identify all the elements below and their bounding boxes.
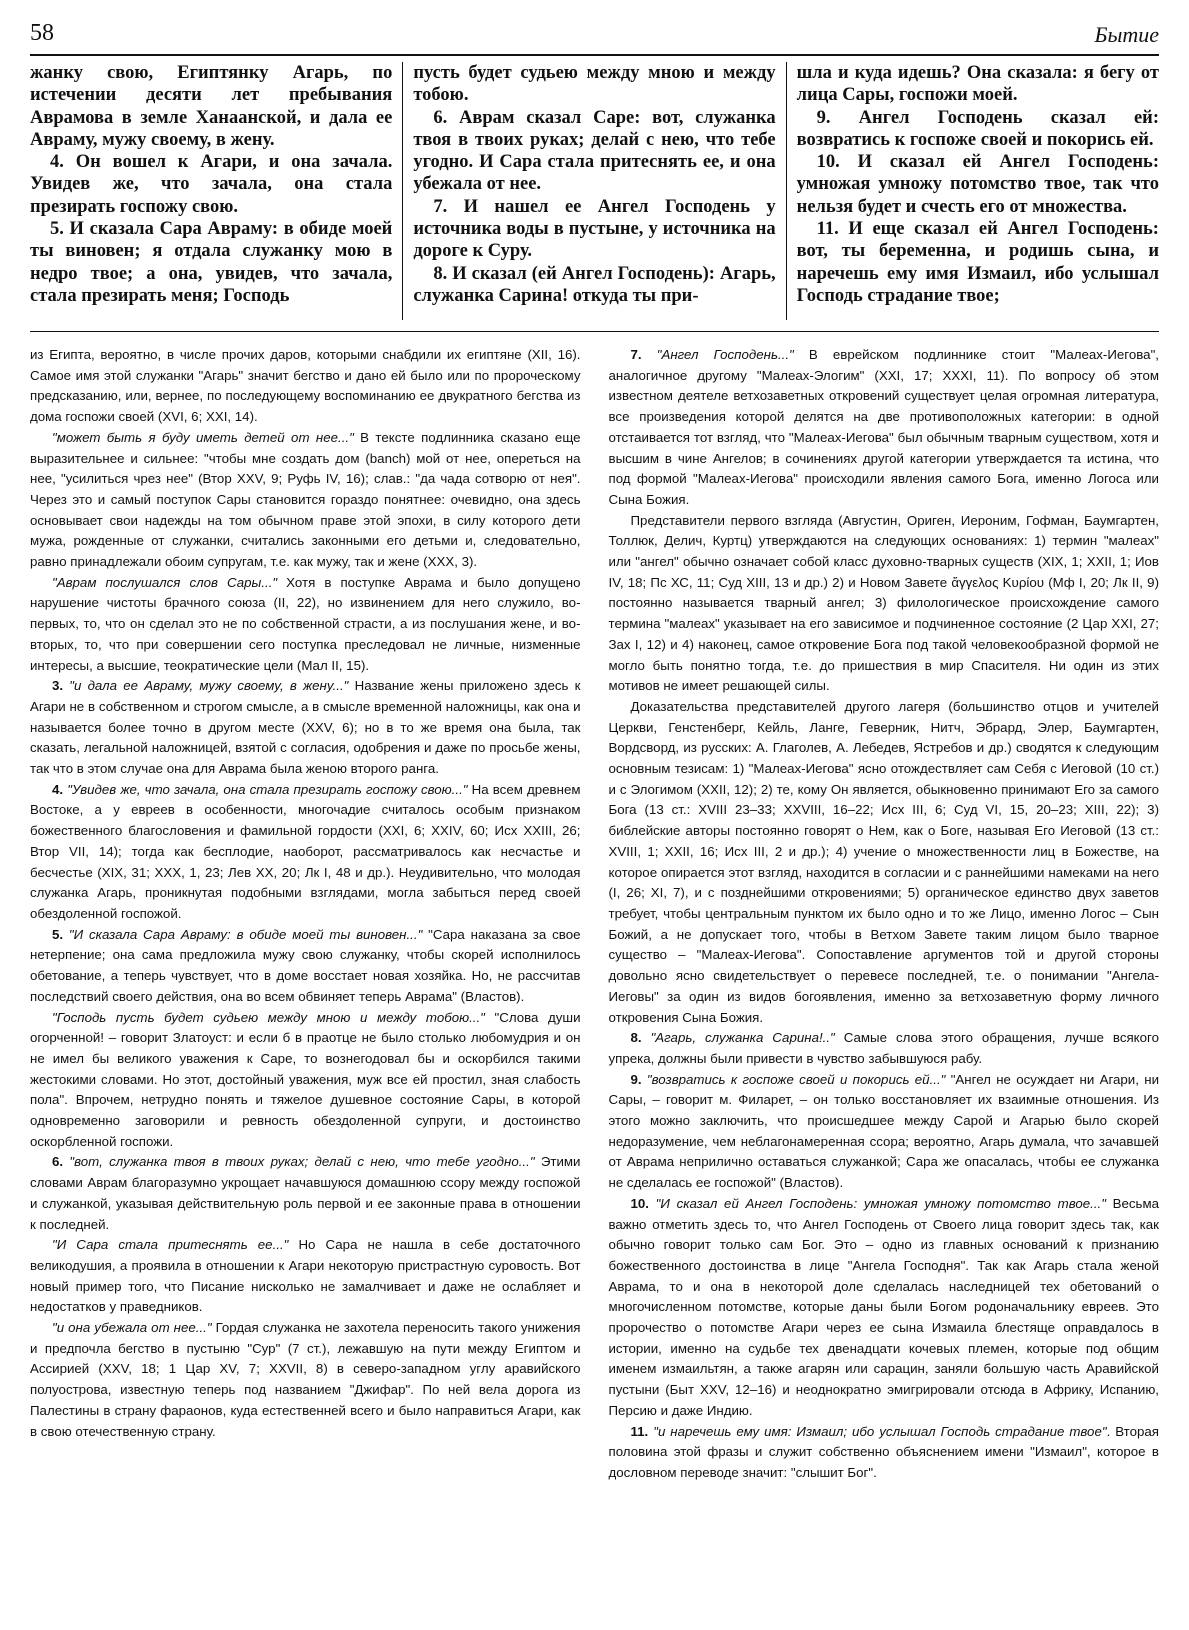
verse-paragraph: 4. Он вошел к Агари, и она зачала. Увидев же, что зачала, она стала презирать госпожу свою. — [30, 152, 393, 217]
verse-number: 9. — [630, 1071, 642, 1087]
commentary — [30, 345, 1159, 1612]
paragraph-text: Название жены приложено здесь к Агари не в собственном и строгом смысле, а в смысле временной наложницы, как она и называется более точно в другом месте (XXV, 6); но в то же время она была, так сказать, легальной наложницей, взятой с согласия, одобрения и даже по просьбе жены, так что в этом случае она для Аврама была женою второго ранга. — [30, 678, 581, 777]
scripture-column-1 — [30, 62, 402, 320]
cited-phrase: "И Сара стала притеснять ее..." — [52, 1237, 289, 1253]
verse-paragraph: жанку свою, Египтянку Агарь, по истечении десяти лет пребывания Аврамова в земле Ханаанской, и дала ее Авраму, мужу своему, в жену. — [30, 63, 393, 150]
verse-number: 6. — [52, 1154, 64, 1170]
paragraph-text: Самые слова этого обращения, лучше всякого упрека, должны были привести в чувство забывшуюся рабу. — [608, 1030, 1159, 1066]
section-divider — [30, 331, 1159, 332]
cited-phrase: "И сказал ей Ангел Господень: умножая умножу потомство твое..." — [649, 1195, 1106, 1211]
scripture-text — [30, 62, 1159, 320]
cited-phrase: "Увидев же, что зачала, она стала презирать госпожу свою..." — [63, 781, 468, 797]
verse-number: 10. — [630, 1195, 649, 1211]
paragraph-text: "Ангел не осуждает ни Агари, ни Сары, – говорит м. Филарет, – он только восстановляет их взаимные отношения. Из этого можно заключить, что происшедшее между Сарой и Агарью было скорей недоразумение, чем неблагонамеренная ссора; вероятно, Агарь думала, что зачавшей от Аврама неприлично оставаться служанкой; Сара же опасалась, чтобы ее служанка не сделалась ее госпожой" (Властов). — [608, 1071, 1159, 1191]
paragraph-text: из Египта, вероятно, в числе прочих даров, которыми снабдили их египтяне (XII, 16). Самое имя этой служанки "Агарь" значит бегство и дано ей было или по пророческому предсказанию, или, вернее, по последующему воспоминанию ее двукратного бегства из дома госпожи своей (XVI, 6; XXI, 14). — [30, 347, 581, 425]
paragraph-text: Представители первого взгляда (Августин, Ориген, Иероним, Гофман, Баумгартен, Толлюк, Делич, Куртц) утверждаются на следующих основаниях: 1) термин "малеах" или "ангел" обычно означает собой класс духовно-тварных существ (XIX, 1; XXII, 1; Иов IV, 18; Пс ХС, 11; Суд XIII, 13 и др.) 2) и Новом Завете ἄγγελος Κυρίου (Мф I, 20; Лк II, 9) постоянно называется тварный ангел; 3) филологическое происхождение самого термина "малеах" указывает на его зависимое и подчиненное состояние (2 Цар XXI, 27; Зах I, 12) и 4) наконец, самое откровение Бога под такой человекообразной формой не могло быть понятно тогда, т.е. до пришествия в мир Спасителя. Ни один из этих мотивов не имеет решающей силы. — [608, 512, 1159, 694]
paragraph-text: В тексте подлинника сказано еще выразительнее и сильнее: "чтобы мне создать дом (banch) мой от нее, опереться на нее, "усилиться чрез нее" (Втор XXV, 9; Руфь IV, 16); слав.: "да чада сотворю от нея". Через это и самый поступок Сары становится гораздо понятнее: очевидно, она здесь основывает свои надежды на том обычном праве этой эпохи, в силу которого дети мужа, рожденные от служанки, считались законными его детьми и, следовательно, равно принадлежали обоим супругам, т.е. как мужу, так и жене (XXX, 3). — [30, 429, 581, 570]
commentary-paragraph — [609, 697, 1160, 1028]
commentary-paragraph — [30, 1008, 581, 1153]
commentary-paragraph — [30, 1152, 581, 1235]
verse-number: 3. — [52, 678, 64, 694]
verse-number: 5. — [52, 926, 64, 942]
paragraph-text: Но Сара не нашла в себе достаточного великодушия, а проявила в отношении к Агари некоторую пристрастную суровость. Вот новый пример того, что Писание нисколько не замалчивает и даже не ослабляет и недостатков у праведников. — [30, 1237, 581, 1315]
paragraph-text: Весьма важно отметить здесь то, что Ангел Господень от Своего лица говорит здесь так, как обычно говорит только сам Бог. Это – одно из главных оснований к признанию божественного достоинства в лице "Ангела Господня". Так как Агарь стала женой Аврама, то и она в некоторой доле сделалась наследницей тех обетований о многочисленном потомстве, которые даны были Богом родоначальнику евреев. Это пророчество о потомстве Агари через ее сына Измаила блестяще оправдалось в истории, именно на судьбе тех двенадцати кочевых племен, которые под общим именем измаильтян, а также агарян или сарацин, заняли большую часть Аравийской пустыни (Быт XXV, 12–16) и неоднократно эмигрировали отсюда в Африку, Испанию, Персию и даже Индию. — [608, 1195, 1159, 1418]
page-header — [30, 18, 1159, 56]
commentary-paragraph — [30, 345, 581, 428]
verse-paragraph: 9. Ангел Господень сказал ей: возвратись к госпоже своей и покорись ей. — [796, 107, 1159, 150]
verse-paragraph: 5. И сказала Сара Авраму: в обиде моей ты виновен; я отдала служанку мою в недро твое; а она, увидев, что зачала, стала презирать меня; Господь — [30, 219, 393, 306]
paragraph-text: "Сара наказана за свое нетерпение; она сама предложила мужу свою служанку, чтобы скорей исполнилось обетование, а теперь чувствует, что в доме восстает новая хозяйка. Но, не рассчитав последствий своего действия, она во всем обвиняет теперь Аврама" (Властов). — [30, 926, 581, 1004]
cited-phrase: "Аврам послушался слов Сары..." — [52, 574, 278, 590]
verse-number: 8. — [630, 1030, 642, 1046]
running-title: Бытие — [1094, 22, 1159, 47]
commentary-paragraph — [30, 780, 581, 925]
verse-paragraph: 6. Аврам сказал Саре: вот, служанка твоя в твоих руках; делай с нею, что тебе угодно. И Сара стала притеснять ее, и она убежала от нее. — [413, 107, 776, 195]
cited-phrase: "Ангел Господень..." — [641, 347, 794, 362]
commentary-paragraph — [30, 428, 581, 573]
verse-number: 11. — [630, 1423, 649, 1439]
verse-number: 4. — [52, 781, 64, 797]
verse-paragraph: шла и куда идешь? Она сказала: я бегу от лица Сары, госпожи моей. — [796, 63, 1159, 106]
commentary-paragraph — [30, 573, 581, 677]
paragraph-text: Этими словами Аврам благоразумно укрощает начавшуюся домашнюю ссору между госпожой и служанкой, указывая действительную роль первой и ее законные права в отношении к последней. — [30, 1154, 581, 1232]
paragraph-text: Хотя в поступке Аврама и было допущено нарушение чистоты брачного союза (II, 22), но извинением для него служило, во-первых, то, что он сделал это не по собственной страсти, а из послушания жене, и во-вторых, то, что при совершении сего поступка преследовал не личные, низменные интересы, а высшие, теократические цели (Мал II, 15). — [30, 574, 581, 673]
verse-paragraph: 11. И еще сказал ей Ангел Господень: вот, ты беременна, и родишь сына, и наречешь ему имя Измаил, ибо услышал Господь страдание твое; — [796, 219, 1159, 306]
cited-phrase: "может быть я буду иметь детей от нее..." — [52, 429, 354, 445]
verse-paragraph: 8. И сказал (ей Ангел Господень): Агарь, служанка Сарина! откуда ты при- — [413, 263, 776, 306]
cited-phrase: "и наречешь ему имя: Измаил; ибо услышал Господь страдание твое" — [648, 1423, 1107, 1439]
verse-paragraph: 7. И нашел ее Ангел Господень у источника воды в пустыне, у источника на дороге к Суру. — [413, 196, 776, 262]
paragraph-text: "Слова души огорченной! – говорит Златоуст: и если б в праотце не было столько любомудрия и он не имел бы великого уважения к Саре, то вознегодовал бы и оскорбился такими жестокими словами. Но этот, достойный уважения, муж все ей простил, зная слабость пола". Впрочем, нетрудно понять и тяжелое душевное состояние Сары, в которой одновременно заговорили и ревность обездоленной супруги, и достоинство оскорбленной госпожи. — [30, 1009, 581, 1149]
commentary-paragraph — [30, 925, 581, 1008]
scripture-column-2 — [402, 62, 785, 320]
commentary-paragraph — [609, 1028, 1160, 1069]
cited-phrase: "И сказала Сара Авраму: в обиде моей ты виновен..." — [63, 926, 423, 942]
verse-paragraph: 10. И сказал ей Ангел Господень: умножая умножу потомство твое, так что нельзя будет и счесть его от множества. — [796, 152, 1159, 217]
paragraph-text: Доказательства представителей другого лагеря (большинство отцов и учителей Церкви, Генстенберг, Кейль, Ланге, Геверник, Нитч, Эбрард, Элер, Баумгартен, Вордсворд, из русских: А. Глаголев, А. Лебедев, Ястребов и др.) сводятся к следующим основным тезисам: 1) "Малеах-Иегова" ясно отождествляет сам Себя с Иеговой (10 ст.) и с Элогимом (XXII, 12); 2) те, кому Он является, обыкновенно принимают Его за самого Бога (13 ст.: XVIII 23–33; XXVIII, 16–22; Исх III, 6; Суд VI, 15, 20–23; XIII, 22); 3) библейские авторы постоянно говорят о Нем, как о Боге, называя Его Иеговой (13 ст.: XVIII, 1; XXII, 16; Исх III, 2 и др.); 4) учение о множественности лиц в Божестве, на которое опирается этот взгляд, находится в согласии и с раннейшими намеками на него (I, 26; XI, 7), и с позднейшими откровениями; 5) органическое единство двух заветов требует, чтобы центральным пунктом их было одно и то же Лицо, именно Логос – Сын Божий, а не допускает того, чтобы в Ветхом Завете таким лицом было тварное существо – "Малеах-Иегова". Сопоставление аргументов той и другой стороны довольно ясно свидетельствует о перевесе последней, т.е. о понимании "Ангела-Иеговы" за один из видов богоявления, именно за ветхозаветную форму личного откровения Сына Божия. — [608, 698, 1159, 1025]
paragraph-text: На всем древнем Востоке, а у евреев в особенности, многочадие считалось особым признаком божественного благословения и фамильной гордости (XXI, 6; XXIV, 60; Исх XXIII, 26; Втор VII, 14); тогда как бесплодие, наоборот, рассматривалось как несчастье и бесчестье (XIX, 31; XXX, 1, 23; Лев XX, 20; Лк I, 48 и др.). Неудивительно, что молодая служанка Агарь, проникнутая подобными взглядами, могла забыться перед своей обездоленной госпожой. — [30, 781, 581, 921]
commentary-paragraph — [30, 1235, 581, 1318]
paragraph-text: . Вторая половина этой фразы и служит собственно объяснением имени "Измаил", которое в дословном переводе значит: "слышит Бог". — [608, 1423, 1159, 1480]
paragraph-text: В еврейском подлиннике стоит "Малеах-Иегова", аналогичное другому "Малеах-Элогим" (XXI, 17; XXXI, 11). По вопросу об этом известном деятеле ветхозаветных откровений существует целая огромная литература, все произведения которой делятся на две противоположных категории: в одной отстаивается тот взгляд, что "Малеах-Иегова" был обычным тварным существом, хотя и высшим в чине Ангелов; в сочинениях другой категории утверждается та истина, что под формой "Малеах-Иегова" происходили явления самого Бога, именно Логоса или Сына Божия. — [608, 347, 1159, 507]
cited-phrase: "и дала ее Авраму, мужу своему, в жену..." — [63, 678, 349, 694]
verse-paragraph: пусть будет судьею между мною и между тобою. — [413, 63, 776, 106]
cited-phrase: "возвратись к госпоже своей и покорись ей..." — [641, 1071, 946, 1087]
commentary-column-right — [595, 345, 1160, 1612]
cited-phrase: "вот, служанка твоя в твоих руках; делай с нею, что тебе угодно..." — [63, 1154, 535, 1170]
commentary-paragraph — [609, 1194, 1160, 1422]
commentary-paragraph — [30, 676, 581, 780]
page-number: 58 — [30, 20, 54, 46]
cited-phrase: "Агарь, служанка Сарина!.." — [641, 1030, 835, 1046]
commentary-column-left — [30, 345, 595, 1612]
commentary-paragraph — [30, 1318, 581, 1442]
verse-number: 7. — [630, 347, 642, 362]
commentary-paragraph — [609, 345, 1160, 511]
commentary-paragraph — [609, 1422, 1160, 1484]
commentary-paragraph — [609, 511, 1160, 697]
cited-phrase: "Господь пусть будет судьею между мною и между тобою..." — [52, 1009, 485, 1025]
cited-phrase: "и она убежала от нее..." — [52, 1320, 212, 1336]
paragraph-text: Гордая служанка не захотела переносить такого унижения и предпочла бегство в пустыню "Сур" (7 ст.), лежавшую на пути между Египтом и Ассирией (XXV, 18; 1 Цар XV, 7; XXVII, 8) в северо-западном углу аравийского полуострова, известную теперь под названием "Джифар". По ней вела дорога из Палестины в страну фараонов, куда естественней всего и было направиться Агари, как в свою отечественную страну. — [30, 1320, 581, 1439]
scripture-column-3 — [786, 62, 1159, 320]
commentary-paragraph — [609, 1070, 1160, 1194]
